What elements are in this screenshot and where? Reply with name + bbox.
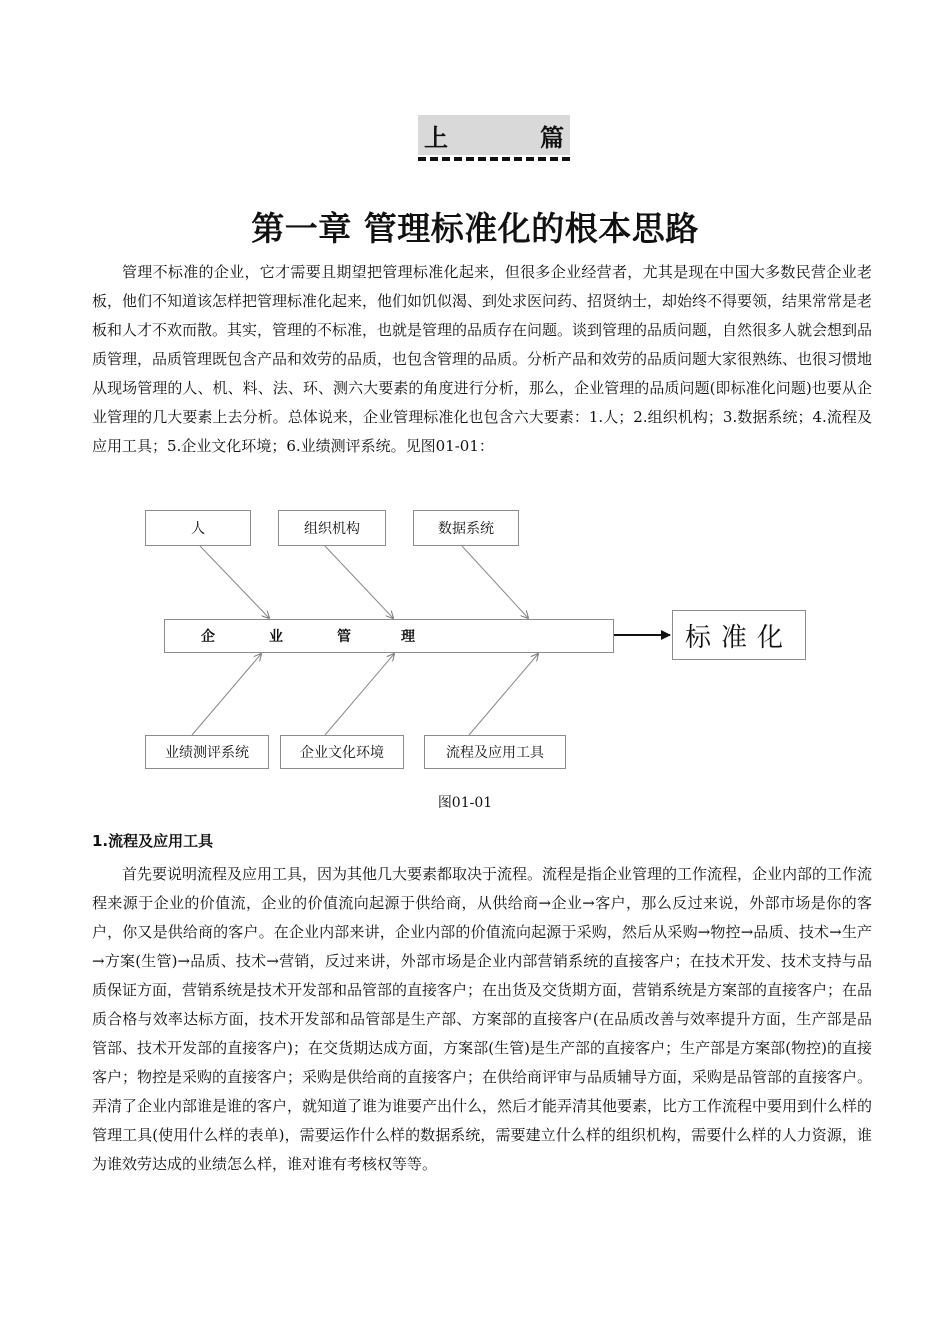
result-box-standardization: 标准化 — [672, 610, 806, 660]
bone-line-2 — [325, 546, 393, 618]
bone-line-1 — [200, 546, 269, 618]
chapter-title: 第一章 管理标准化的根本思路 — [251, 209, 699, 248]
part-title-right: 篇 — [540, 123, 564, 152]
intro-paragraph: 管理不标准的企业，它才需要且期望把管理标准化起来，但很多企业经营者，尤其是现在中国大多数民营企业老板，他们不知道该怎样把管理标准化起来，他们如饥似渴、到处求医问药、招贤纳士，却始终不得要领，结果常常是老板和人才不欢而散。其实，管理的不标准，也就是管理的品质存在问题。谈到管理的品质问题，自然很多人就会想到品质管理，品质管理既包含产品和效劳的品质，也包含管理的品质。分析产品和效劳的品质问题大家很熟练、也很习惯地从现场管理的人、机、料、法、环、测六大要素的角度进行分析，那么，企业管理的品质问题(即标准化问题)也要从企业管理的几大要素上去分析。总体说来，企业管理标准化也包含六大要素：1.人；2.组织机构；3.数据系统；4.流程及应用工具；5.企业文化环境；6.业绩测评系统。见图01-01： — [92, 263, 873, 455]
bone-line-3 — [462, 546, 528, 618]
bone-line-5 — [325, 654, 394, 735]
factor-box-organization: 组织机构 — [278, 510, 386, 546]
bone-line-6 — [469, 654, 538, 735]
part-title-underline — [418, 156, 570, 161]
part-title-left: 上 — [424, 123, 448, 152]
section-heading: 1.流程及应用工具 — [92, 832, 214, 850]
factor-box-culture: 企业文化环境 — [280, 735, 404, 769]
factor-box-people: 人 — [145, 510, 251, 546]
factor-box-performance: 业绩测评系统 — [145, 735, 269, 769]
main-bar-enterprise-management: 企 业 管 理 — [164, 619, 614, 653]
figure-caption: 图01-01 — [437, 795, 493, 811]
section-paragraph: 首先要说明流程及应用工具，因为其他几大要素都取决于流程。流程是指企业管理的工作流程，企业内部的工作流程来源于企业的价值流，企业的价值流向起源于供给商，从供给商→企业→客户，那么反过来说，外部市场是你的客户，你又是供给商的客户。在企业内部来讲，企业内部的价值流向起源于采购，然后从采购→物控→品质、技术→生产→方案(生管)→品质、技术→营销，反过来讲，外部市场是企业内部营销系统的直接客户；在技术开发、技术支持与品质保证方面，营销系统是技术开发部和品管部的直接客户；在出货及交货期方面，营销系统是方案部的直接客户；在品质合格与效率达标方面，技术开发部和品管部是生产部、方案部的直接客户(在品质改善与效率提升方面，生产部是品管部、技术开发部的直接客户)；在交货期达成方面，方案部(生管)是生产部的直接客户；生产部是方案部(物控)的直接客户；物控是采购的直接客户；采购是供给商的直接客户；在供给商评审与品质辅导方面，采购是品管部的直接客户。弄清了企业内部谁是谁的客户，就知道了谁为谁要产出什么，然后才能弄清其他要素，比方工作流程中要用到什么样的管理工具(使用什么样的表单)，需要运作什么样的数据系统，需要建立什么样的组织机构，需要什么样的人力资源，谁为谁效劳达成的业绩怎么样，谁对谁有考核权等等。 — [92, 865, 873, 1173]
factor-box-process-tools: 流程及应用工具 — [424, 735, 566, 769]
factor-box-data-system: 数据系统 — [413, 510, 519, 546]
part-title — [418, 115, 570, 155]
bone-line-4 — [192, 654, 261, 735]
